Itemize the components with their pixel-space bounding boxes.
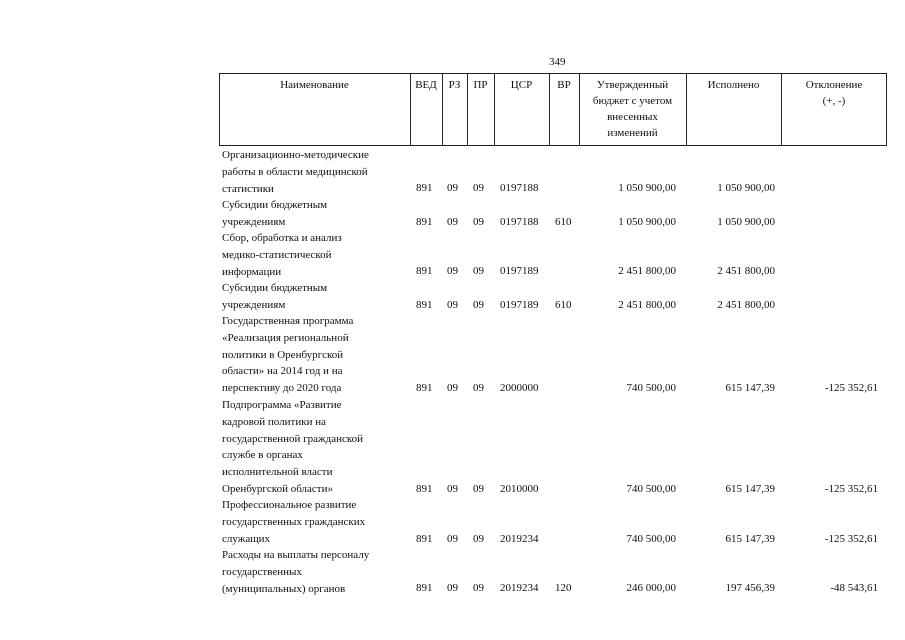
cell-ved: 891 xyxy=(416,265,433,277)
header-pr: ПР xyxy=(473,79,488,91)
cell-rz: 09 xyxy=(447,533,458,545)
cell-rz: 09 xyxy=(447,382,458,394)
cell-vr: 610 xyxy=(555,216,572,228)
header-ved: ВЕД xyxy=(415,79,437,91)
cell-executed: 615 147,39 xyxy=(725,382,775,394)
cell-budget: 1 050 900,00 xyxy=(618,216,676,228)
cell-csr: 2000000 xyxy=(500,382,539,394)
cell-budget: 740 500,00 xyxy=(626,533,676,545)
cell-budget: 2 451 800,00 xyxy=(618,265,676,277)
cell-csr: 2019234 xyxy=(500,533,539,545)
cell-rz: 09 xyxy=(447,265,458,277)
header-vr: ВР xyxy=(557,79,571,91)
cell-deviation: -48 543,61 xyxy=(830,582,878,594)
cell-deviation: -125 352,61 xyxy=(824,533,878,545)
row-name: Государственная программа «Реализация региональной политики в Оренбургской области» на 2014 год и на перспективу до 2020 года xyxy=(222,315,354,395)
page-number: 349 xyxy=(549,56,566,68)
cell-rz: 09 xyxy=(447,483,458,495)
cell-pr: 09 xyxy=(473,382,484,394)
cell-pr: 09 xyxy=(473,483,484,495)
cell-pr: 09 xyxy=(473,299,484,311)
cell-rz: 09 xyxy=(447,582,458,594)
cell-executed: 197 456,39 xyxy=(725,582,775,594)
row-name: Субсидии бюджетным учреждениям xyxy=(222,282,328,311)
cell-ved: 891 xyxy=(416,299,433,311)
cell-budget: 740 500,00 xyxy=(626,483,676,495)
cell-vr: 120 xyxy=(555,582,572,594)
cell-csr: 0197189 xyxy=(500,299,539,311)
row-name: Расходы на выплаты персоналу государственных (муниципальных) органов xyxy=(222,549,370,595)
header-deviation: Отклонение (+, -) xyxy=(805,79,863,107)
cell-budget: 2 451 800,00 xyxy=(618,299,676,311)
cell-budget: 740 500,00 xyxy=(626,382,676,394)
cell-executed: 1 050 900,00 xyxy=(717,216,775,228)
header-executed: Исполнено xyxy=(707,79,760,91)
cell-rz: 09 xyxy=(447,216,458,228)
cell-deviation: -125 352,61 xyxy=(824,382,878,394)
cell-ved: 891 xyxy=(416,533,433,545)
header-rz: РЗ xyxy=(448,79,461,91)
cell-executed: 2 451 800,00 xyxy=(717,265,775,277)
cell-rz: 09 xyxy=(447,299,458,311)
row-name: Сбор, обработка и анализ медико-статистической информации xyxy=(222,232,342,278)
header-name: Наименование xyxy=(280,79,349,91)
cell-pr: 09 xyxy=(473,533,484,545)
cell-pr: 09 xyxy=(473,265,484,277)
cell-executed: 1 050 900,00 xyxy=(717,182,775,194)
row-name: Субсидии бюджетным учреждениям xyxy=(222,199,328,228)
cell-csr: 0197189 xyxy=(500,265,539,277)
header-budget: Утвержденный бюджет с учетом внесенных изменений xyxy=(592,79,673,139)
cell-ved: 891 xyxy=(416,483,433,495)
cell-ved: 891 xyxy=(416,382,433,394)
cell-csr: 2019234 xyxy=(500,582,539,594)
cell-vr: 610 xyxy=(555,299,572,311)
header-csr: ЦСР xyxy=(510,79,533,91)
row-name: Организационно-методические работы в области медицинской статистики xyxy=(222,149,369,195)
cell-budget: 1 050 900,00 xyxy=(618,182,676,194)
cell-ved: 891 xyxy=(416,582,433,594)
cell-executed: 615 147,39 xyxy=(725,533,775,545)
cell-rz: 09 xyxy=(447,182,458,194)
cell-pr: 09 xyxy=(473,582,484,594)
cell-executed: 2 451 800,00 xyxy=(717,299,775,311)
cell-csr: 0197188 xyxy=(500,182,539,194)
cell-budget: 246 000,00 xyxy=(626,582,676,594)
cell-csr: 2010000 xyxy=(500,483,539,495)
cell-pr: 09 xyxy=(473,216,484,228)
cell-ved: 891 xyxy=(416,182,433,194)
cell-deviation: -125 352,61 xyxy=(824,483,878,495)
cell-pr: 09 xyxy=(473,182,484,194)
cell-csr: 0197188 xyxy=(500,216,539,228)
cell-ved: 891 xyxy=(416,216,433,228)
cell-executed: 615 147,39 xyxy=(725,483,775,495)
row-name: Подпрограмма «Развитие кадровой политики на государственной гражданской службе в органах исполнительной власти Оренбургской области» xyxy=(222,399,364,495)
row-name: Профессиональное развитие государственных гражданских служащих xyxy=(222,499,366,545)
